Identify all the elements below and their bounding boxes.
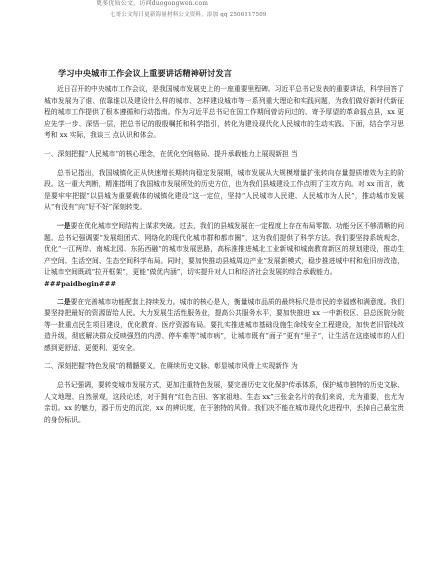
section-1-heading: 一、深刻把握“人民城市”的核心理念，在优化空间格局、提升承载能力上展现新担 当 bbox=[44, 149, 298, 158]
point-one-text: 要在优化城市空间结构上谋求突破。过去，我们的县城发展在一定程度上存在布局零散、功能分区不够清晰的问题。总书记强调要“发展组团式、网络化的现代化城市群和都市圈”，这为我们提供了科学方法。我们要坚持系统观念，优化“一江两岸、南城北园、东拓西融”的城市发展思路，高标准推进城北工业新城和城南教育新区的规划建设，推动生产空间、生活空间、生态空间科学布局。同时，要加快推动县城周边产业“发展新模式，稳步推进城中村和危旧房改造，让城市空间既疏“拉开框架”，更能“做优内涵”，切实提升对人口和经济社会发展的综合承载能力。 bbox=[44, 221, 404, 277]
section-2-paragraph-1: 总书记强调，要转变城市发展方式，更加注重特色发展，要完善历史文化保护传承体系，保护城市独特的历史文脉、人文地理、自然景观，这段论述，对于拥有“红色古田、客家祖地、生态 xx”三张金名片的我们来说，尤为重要，也尤为亲切。xx 的魅力，源于历史的沉淀，xx 的辨识度，在于独特的风骨。我们决不能在城市现代化进程中，丢掉自己最宝贵的身份标识。 bbox=[44, 381, 404, 424]
point-two-label: 二是 bbox=[57, 297, 71, 306]
header-right-text: 七哥公文每日更新海量材料公文资料，添加 qq 2506117509 bbox=[110, 12, 267, 18]
header-left-text: 更多优质公文，访问duogongwen.com bbox=[96, 0, 209, 7]
paid-marker: ###paidbegin### bbox=[44, 279, 117, 288]
point-two-text: 要在完善城市功能配套上持续发力。城市的核心是人，衡量城市品质的最终标尺是市民的幸福感和满意度。我们要坚持把最好的资源留给人民。大力发展生活性服务业，提高公共服务水平，要加快推进 xx 一中新校区、县总医院分院等一批重点民生项目建设，优化教育、医疗资源布局。要扎实推进城市基础设施生命线安全工程建设，加快老旧管线改造升级，彻底解决群众反映强烈的内涝、停车难等“城市病”，让城市既有“面子”更有“里子”，让生活在这座城市的人们感到更舒适、更便利、更安全。 bbox=[44, 297, 404, 352]
section-1-paragraph-3 bbox=[44, 297, 404, 355]
document-title: 学习中央城市工作会议上重要讲话精神研讨发言 bbox=[58, 68, 233, 78]
section-1-paragraph-1: 总书记指出，我国城镇化正从快速增长期转向稳定发展期，城市发展从大规模增量扩张转向存量提质增效为主的阶段。这一重大判断，精准指明了我国城市发展所处的历史方位，也为我们县城建设工作点明了主攻方向。对 xx 而言，就是要牢牢把握“以县城为重要载体的城镇化建设”这一定位，坚持“人民城市人民建、人民城市为人民”，推动城市发展从“有没有”向“好不好”深刻转变。 bbox=[44, 168, 404, 212]
section-1-paragraph-2 bbox=[44, 221, 404, 279]
point-one-label: 一是 bbox=[57, 221, 71, 230]
intro-paragraph: 近日召开的中央城市工作会议，是我国城市发展史上的一座重要里程碑。习近平总书记发表的重要讲话，科学回答了城市发展为了谁、依靠谁以及建设什么样的城市、怎样建设城市等一系列重大理论和实践问题，为我们做好新时代新征程的城市工作提供了根本遵循和行动指南。作为习近平总书记在国工作期间曾访问过的、寄予厚望的革命摇点县，xx 更应先学一步、深悟一层，把总书记的殷殷嘱托和科学指引，转化为建设现代化人民城市的生动实践。下面，结合学习思考和 xx 实际，我谈三 点认识和体会。 bbox=[44, 85, 404, 140]
section-2-heading: 二、深刻把握“特色发展”的精髓要义，在赓续历史文脉、彰显城市风骨上实现新作 为 bbox=[44, 362, 298, 371]
document-body bbox=[44, 84, 404, 433]
